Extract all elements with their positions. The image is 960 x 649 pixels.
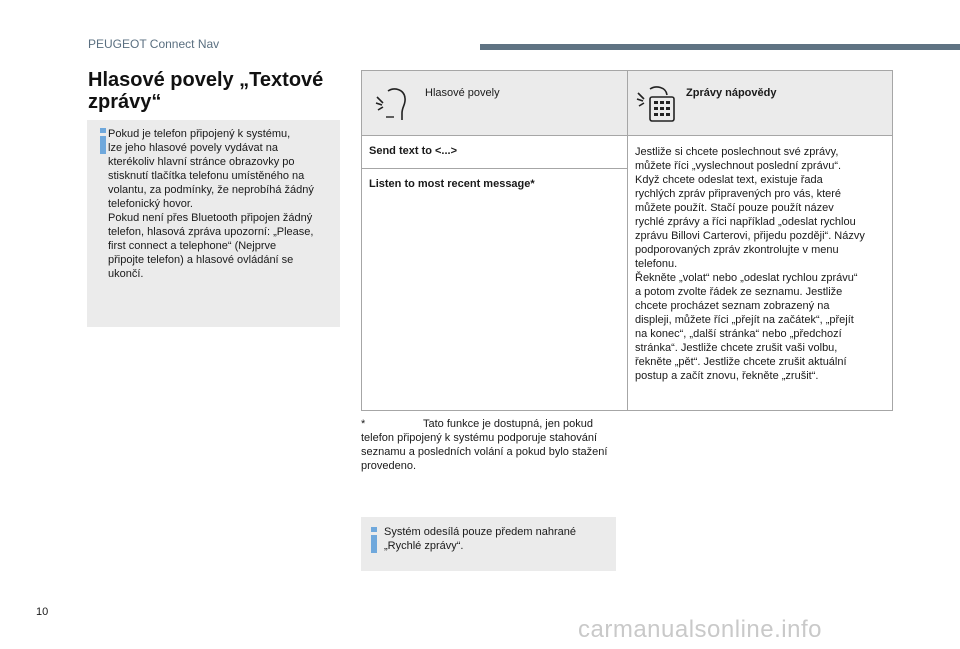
- table-header-help: [628, 71, 893, 136]
- footnote: [361, 417, 611, 473]
- command-send-text: Send text to <...>: [362, 136, 628, 169]
- watermark: carmanualsonline.info: [578, 616, 822, 643]
- footnote-mark: *: [361, 418, 366, 430]
- footnote-text: Tato funkce je dostupná, jen pokud telefon připojený k systému podporuje stahování seznamu a posledních volání a pokud bylo stažení provedeno.: [361, 418, 608, 472]
- info-box-left: [87, 120, 340, 327]
- info-text-left: Pokud je telefon připojený k systému, lze jeho hlasové povely vydávat na kterékoliv hlavní stránce obrazovky po stisknutí tlačítka telefonu umístěného na volantu, za podmínky, že neprobíhá žádný telefonický hovor. Pokud není přes Bluetooth připojen žádný telefon, hlasová zpráva upozorní: „Please, first connect a telephone“ (Nejprve připojte telefon) a hlasové ovládání se ukončí.: [108, 128, 314, 280]
- command-listen-recent: Listen to most recent message*: [362, 169, 628, 411]
- info-box-bottom: [361, 517, 616, 571]
- table-header-commands: [362, 71, 628, 136]
- info-text-bottom: Systém odesílá pouze předem nahrané „Rychlé zprávy“.: [384, 526, 577, 552]
- page-number: 10: [36, 606, 49, 618]
- column-label-commands: Hlasové povely: [425, 87, 500, 99]
- voice-speaking-head-icon: [374, 85, 410, 123]
- voice-keypad-help-icon: [636, 83, 678, 123]
- info-icon: [367, 527, 381, 553]
- page-title: Hlasové povely „Textové zprávy“: [88, 69, 324, 113]
- voice-command-table: [361, 70, 893, 411]
- header-bar: [480, 44, 960, 50]
- help-text-cell: Jestliže si chcete poslechnout své zprávy, můžete říci „vyslechnout poslední zprávu“. Když chcete odeslat text, existuje řada rychlých zpráv připravených pro vás, které můžete použít. Stačí pouze použít název rychlé zprávy a říci například „odeslat rychlou zprávu Billovi Carterovi, přijedu později“. Názvy podporovaných zpráv zkontrolujte v menu telefonu. Řekněte „volat“ nebo „odeslat rychlou zprávu“ a potom zvolte řádek ze seznamu. Jestliže chcete procházet seznam zobrazený na displeji, můžete říci „přejít na začátek“, „přejít na konec“, „další stránka“ nebo „předchozí stránka“. Jestliže chcete zrušit vaši volbu, řekněte „pět“. Jestliže chcete zrušit aktuální postup a začít znovu, řekněte „zrušit“.: [628, 136, 893, 411]
- column-label-help: Zprávy nápovědy: [686, 87, 777, 99]
- header-title: PEUGEOT Connect Nav: [88, 37, 220, 51]
